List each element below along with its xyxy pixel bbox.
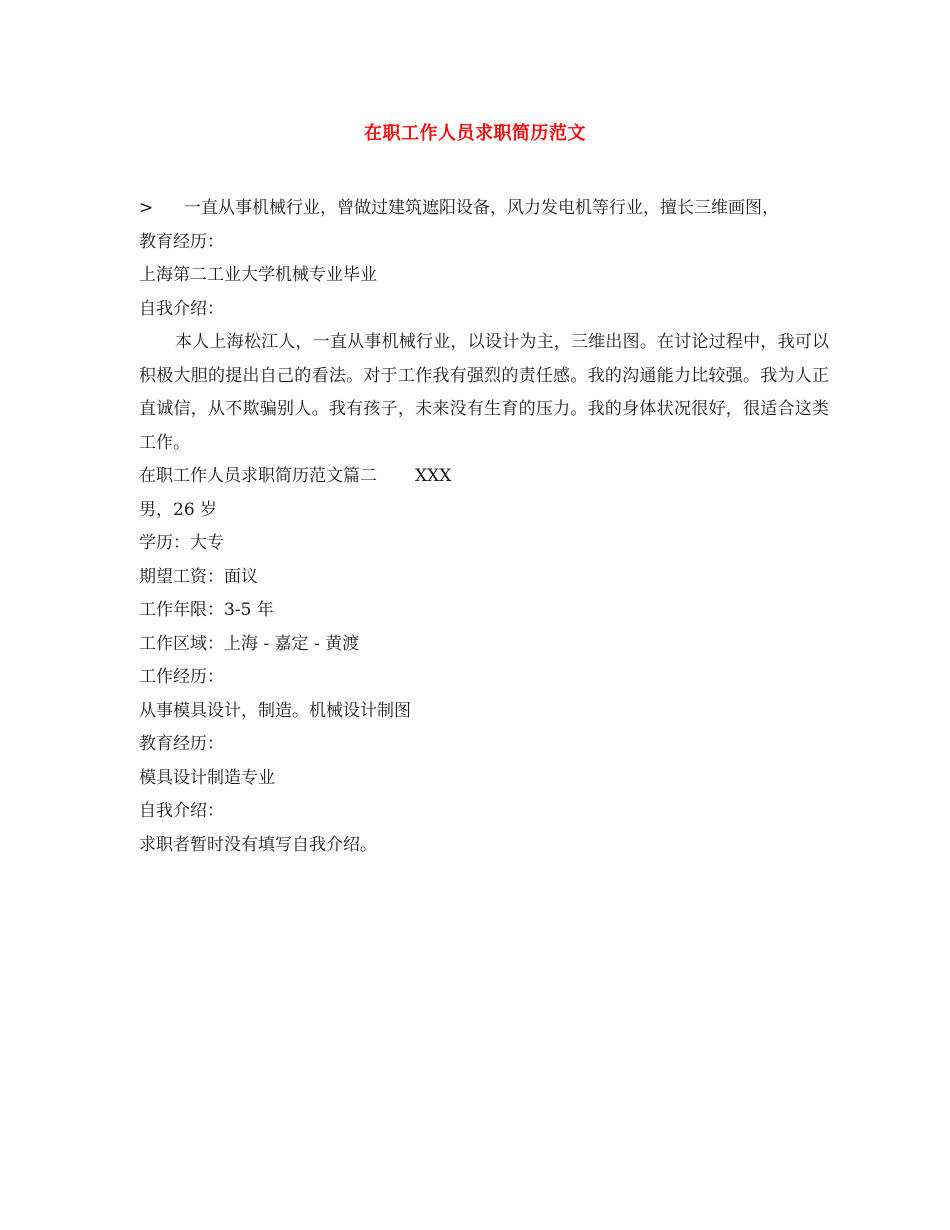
education-label-1: 教育经历： [139,231,224,252]
work-experience-value: 从事模具设计，制造。机械设计制图 [139,700,411,721]
section2-heading-line [139,460,829,494]
expected-salary: 期望工资：面议 [139,566,258,587]
intro-paragraph [139,192,829,226]
self-intro-text-1: 本人上海松江人，一直从事机械行业，以设计为主，三维出图。在讨论过程中，我可以积极大胆的提出自己的看法。对于工作我有强烈的责任感。我的沟通能力比较强。我为人正直诚信，从不欺骗别人。我有孩子，未来没有生育的压力。我的身体状况很好，很适合这类工作。 [139,332,829,453]
document-title: 在职工作人员求职简历范文 [364,123,586,144]
work-years: 工作年限：3-5 年 [139,600,274,620]
document-body [139,192,829,862]
degree: 学历：大专 [139,533,224,553]
work-area: 工作区域：上海 - 嘉定 - 黄渡 [139,633,360,654]
intro-text: 一直从事机械行业，曾做过建筑遮阳设备，风力发电机等行业，擅长三维画图， [184,198,779,218]
self-intro-label-2: 自我介绍： [139,801,224,821]
education-value-1: 上海第二工业大学机械专业毕业 [139,265,377,285]
education-value-2: 模具设计制造专业 [139,767,275,788]
self-intro-text-2: 求职者暂时没有填写自我介绍。 [139,834,377,855]
bullet-arrow-icon: > [139,198,154,218]
section2-heading: 在职工作人员求职简历范文篇二 [139,466,377,486]
gender-age: 男，26 岁 [139,499,218,520]
work-experience-label: 工作经历： [139,667,224,687]
section2-name: XXX [415,466,452,486]
self-intro-label-1: 自我介绍： [139,298,224,319]
education-label-2: 教育经历： [139,734,224,754]
